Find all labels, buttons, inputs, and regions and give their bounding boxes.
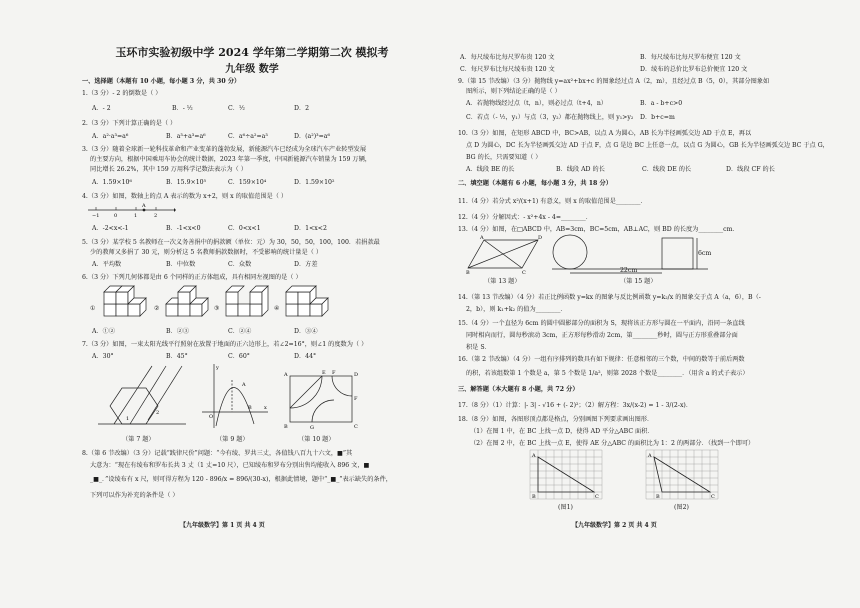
grid-1-caption: (图1) <box>558 504 573 511</box>
q7-option-c: C．60° <box>228 353 250 360</box>
q2-option-c: C．a⁶÷a²=a³ <box>228 133 268 140</box>
solid-1-label: ① <box>90 305 96 312</box>
question-15-line-1: 15.（4 分）一个直径为 6cm 的圆中圆影部分的面积为 S，现将该正方形与圆在一平面内，沿同一条直线 <box>458 320 745 327</box>
q1-option-c: C．½ <box>228 105 245 112</box>
question-4: 4.（3 分）如图，数轴上的点 A 表示的数为 x+2，则 x 的取值范围是（ ） <box>82 193 288 200</box>
section-3-heading: 三、解答题（本大题有 8 小题，共 72 分） <box>458 386 579 393</box>
question-8-line-4: 下列可以作为补充的条件是（ ） <box>90 492 179 499</box>
cube-solid-3 <box>222 284 272 320</box>
q4-option-d: D．1<x<2 <box>294 225 327 232</box>
question-18-part-2: （2）在图 2 中，在 BC 上找一点 E，使得 AE 分△ABC 的面积比为 1：2 的两部分．（找到一个即可） <box>470 440 755 447</box>
question-16-line-1: 16.（第 2 节改编）（4 分）一组有序排列的数具有如下规律：任意相邻的三个数，中间的数等于前后两数 <box>458 356 745 363</box>
question-10-line-1: 10.（3 分）如图，在矩形 ABCD 中，BC>AB，以点 A 为圆心，AB 长为半径画弧交边 AD 于点 E，再以 <box>458 130 752 137</box>
svg-text:A: A <box>480 235 484 241</box>
figure-13-parallelogram <box>466 234 542 274</box>
question-3-line-1: 3.（3 分）随着全球新一轮科技革命和产业变革的蓬勃发展，新能源汽车已经成为全球汽车产业转型发展 <box>82 146 367 153</box>
svg-text:B: B <box>248 405 252 411</box>
section-1-heading: 一、选择题（本题有 10 小题，每小题 3 分，共 30 分） <box>82 78 241 85</box>
number-line-figure <box>86 202 176 218</box>
grid-figure-2 <box>646 450 718 500</box>
q8-option-d: D．绫布的总价比罗布总价便宜 120 文 <box>640 66 748 73</box>
q7-option-a: A．30° <box>92 353 114 360</box>
question-8-line-2: 大意为：“现在有绫布和罗布长共 3 丈（1 丈=10 尺），已知绫布和罗布分别出售均能收入 896 文，■ <box>90 462 370 469</box>
solid-2-label: ② <box>154 305 160 312</box>
right-page-footer: 【九年级数学】第 2 页 共 4 页 <box>572 522 657 529</box>
question-11: 11.（4 分）若分式 x²/(x+1) 有意义，则 x 的取值范围是________． <box>458 198 647 205</box>
question-18: 18.（8 分）如图，各图形顶点都是格点，分别画图下列要求画出图形． <box>458 416 654 423</box>
question-10-line-3: BG 的长，只需要知道（ ） <box>466 154 542 161</box>
solid-3-label: ③ <box>214 305 220 312</box>
q3-option-a: A．1.59×10⁶ <box>92 179 132 186</box>
q1-option-d: D．2 <box>294 105 310 112</box>
q8-option-a: A．每尺绫布比每尺罗布贵 120 文 <box>460 54 555 61</box>
page-title: 玉环市实验初级中学 2024 学年第二学期第二次 模拟考 <box>115 46 389 59</box>
section-2-heading: 二、填空题（本题有 6 小题，每小题 3 分，共 18 分） <box>458 180 612 187</box>
question-5-line-2: 少的教师又多捐了 30 元，则分析这 5 名教师捐款数据时，不受影响的统计量是（ ） <box>90 249 323 256</box>
q10-option-a: A．线段 BE 的长 <box>466 166 515 173</box>
q4-option-b: B．-1<x<0 <box>166 225 201 232</box>
question-15-line-3: 积是 S． <box>466 344 491 351</box>
grid-2-caption: (图2) <box>674 504 689 511</box>
solid-4-label: ④ <box>274 305 280 312</box>
q2-option-d: D．(a²)³=a⁶ <box>294 133 330 140</box>
svg-text:A: A <box>242 382 246 388</box>
q3-option-c: C．159×10⁴ <box>228 179 267 186</box>
question-5-line-1: 5.（3 分）某学校 5 名教师在一次义务善捐中的捐款额（单位：元）为 30，50，50，100，100．若捐款最 <box>82 239 380 246</box>
svg-text:C: C <box>711 494 715 500</box>
grid-figure-1 <box>530 450 602 500</box>
q6-option-c: C．②④ <box>228 328 252 335</box>
svg-text:F: F <box>332 370 336 376</box>
question-2: 2.（3 分）下列计算正确的是（ ） <box>82 120 177 127</box>
cube-solid-2 <box>162 284 212 320</box>
question-8-line-1: 8.（第 6 节改编）（3 分）记载“践律尺价”问题：“今有绫、罗共三丈，各值钱八百九十六文，■”其 <box>82 450 353 457</box>
figure-7-caption: （第 7 题） <box>122 436 155 443</box>
svg-text:2: 2 <box>154 213 158 219</box>
svg-text:C: C <box>354 424 358 430</box>
q1-option-b: B．- ½ <box>172 105 193 112</box>
question-6: 6.（3 分）下列几何体都是由 6 个同样的正方体组成，具有相同左视图的是（ ） <box>82 274 302 281</box>
q2-option-a: A．a²·a³=a⁶ <box>92 133 129 140</box>
svg-text:D: D <box>538 235 543 241</box>
svg-text:0: 0 <box>114 213 118 219</box>
q10-option-c: C．线段 DE 的长 <box>642 166 692 173</box>
question-12: 12.（4 分）分解因式：- x²+4x - 4=________． <box>458 214 592 221</box>
q7-option-b: B．45° <box>166 353 188 360</box>
q9-option-a: A．若抛物线经过点（t，n），则必过点（t+4，n） <box>466 100 607 107</box>
svg-text:B: B <box>656 494 660 500</box>
q4-option-a: A．-2<x<-1 <box>92 225 129 232</box>
question-13: 13.（4 分）如图，在□ABCD 中，AB=3cm，BC=5cm，AB⊥AC，则 BD 的长度为________cm． <box>458 226 739 233</box>
q7-option-d: D．44° <box>294 353 317 360</box>
question-16-line-2: 的积，若该组数第 1 个数是 a，第 5 个数是 1/a²，则第 2028 个数是________．（用含 a 的式子表示） <box>466 370 749 377</box>
question-7: 7.（3 分）如图，一束太阳光线平行照射在放置于地面的正六边形上，若∠2=16°，则∠1 的度数为（ ） <box>82 341 368 348</box>
svg-text:E: E <box>322 370 326 376</box>
q10-option-d: D．线段 CF 的长 <box>726 166 775 173</box>
q9-option-d: D．b+c=m <box>640 114 675 121</box>
question-15-line-2: 同时相向而行，圆每秒滚动 3cm，正方形每秒滑动 2cm，第________秒时，圆与正方形重叠部分面 <box>466 332 738 339</box>
q6-option-d: D．③④ <box>294 328 318 335</box>
question-3-line-2: 的主要方向，根据中国乘用车协会的统计数据，2023 年第一季度，中国新能源汽车销量为 159 万辆， <box>90 156 371 163</box>
figure-10-caption: （第 10 题） <box>298 436 335 443</box>
q6-option-a: A．①② <box>92 328 116 335</box>
svg-text:A: A <box>142 203 146 209</box>
figure-7-hexagon-sunlight <box>96 364 188 430</box>
figure-10-rectangle-arcs <box>282 368 362 430</box>
figure-9-caption: （第 9 题） <box>216 436 249 443</box>
svg-text:D: D <box>354 372 359 378</box>
question-9-line-2: 图所示，则下列结论正确的是（ ） <box>466 88 561 95</box>
svg-text:1: 1 <box>134 213 138 219</box>
svg-text:G: G <box>310 425 314 431</box>
svg-text:A: A <box>532 453 536 459</box>
q5-option-c: C．众数 <box>228 261 252 268</box>
question-1: 1.（3 分）- 2 的倒数是（ ） <box>82 90 162 97</box>
right-page <box>430 0 860 608</box>
q9-option-b: B．a - b+c>0 <box>640 100 683 107</box>
svg-text:B: B <box>284 424 288 430</box>
svg-text:B: B <box>466 270 470 276</box>
svg-text:C: C <box>595 494 599 500</box>
q9-option-c: C．若点（- ½，y₁）与点（3，y₂）都在抛物线上，则 y₁>y₂ <box>466 114 634 121</box>
svg-text:1: 1 <box>126 416 130 422</box>
figure-15-caption: （第 15 题） <box>620 278 657 285</box>
svg-text:−1: −1 <box>92 213 100 219</box>
question-10-line-2: 点 D 为圆心，DC 长为半径画弧交边 AD 于点 F，点 G 是边 BC 上任意一点，以点 G 为圆心，GB 长为半径画弧交边 BC 于点 G， <box>466 142 829 149</box>
question-18-part-1: （1）在图 1 中，在 BC 上找一点 D，使得 AD 平分△ABC 面积． <box>470 428 654 435</box>
svg-text:A: A <box>284 372 288 378</box>
figure-15-gap-dim: 22cm <box>620 267 638 274</box>
q3-option-b: B．15.9×10⁵ <box>166 179 207 186</box>
q6-option-b: B．②③ <box>166 328 190 335</box>
q2-option-b: B．a³+a³=a⁶ <box>166 133 206 140</box>
svg-text:C: C <box>522 270 526 276</box>
svg-text:x: x <box>264 405 267 411</box>
page-subtitle: 九年级 数学 <box>225 64 279 75</box>
svg-text:y: y <box>216 365 219 371</box>
cube-solid-4 <box>282 284 336 320</box>
question-17: 17.（8 分）（1）计算：|- 3| - √16 + (- 2)²；（2）解方程：3x/(x-2) = 1 - 3/(2-x)． <box>458 402 693 409</box>
svg-text:B: B <box>532 494 536 500</box>
figure-15-side-dim: 6cm <box>698 250 712 257</box>
q5-option-a: A．平均数 <box>92 261 122 268</box>
q5-option-d: D．方差 <box>294 261 318 268</box>
svg-text:O: O <box>209 414 214 420</box>
q8-option-c: C．每尺罗布比每尺绫布贵 120 文 <box>460 66 555 73</box>
q10-option-b: B．线段 AD 的长 <box>556 166 605 173</box>
svg-text:2: 2 <box>156 410 160 416</box>
question-3-line-3: 同比增长 26.2%，其中 159 万用科学记数法表示为（ ） <box>90 166 247 173</box>
q1-option-a: A．- 2 <box>92 105 111 112</box>
cube-solid-1 <box>100 284 150 320</box>
question-14-line-2: 2，b），则 k₁+k₂ 的值为________． <box>466 306 567 313</box>
q4-option-c: C．0<x<1 <box>228 225 261 232</box>
question-9-line-1: 9.（第 15 节改编）（3 分）抛物线 y=ax²+bx+c 的图象经过点 A（2，m），且经过点 B（5，0），其部分图象如 <box>458 78 770 85</box>
figure-13-caption: （第 13 题） <box>484 278 521 285</box>
question-14-line-1: 14.（第 13 节改编）（4 分）若正比例函数 y=kx 的图象与反比例函数 y=k₂/x 的图象交于点 A（a，6），B（- <box>458 294 761 301</box>
figure-9-parabola <box>200 362 270 432</box>
svg-text:F: F <box>354 396 358 402</box>
q5-option-b: B．中位数 <box>166 261 196 268</box>
q8-option-b: B．每尺绫布比每尺罗布便宜 120 文 <box>640 54 741 61</box>
left-page-footer: 【九年级数学】第 1 页 共 4 页 <box>180 522 265 529</box>
svg-text:A: A <box>648 453 652 459</box>
q3-option-d: D．1.59×10² <box>294 179 335 186</box>
question-8-line-3: _■_．”设绫布有 x 尺，则可得方程为 120 - 896/x = 896/(30-x)，根据此情境，题中“_■_”表示缺失的条件， <box>90 476 392 483</box>
